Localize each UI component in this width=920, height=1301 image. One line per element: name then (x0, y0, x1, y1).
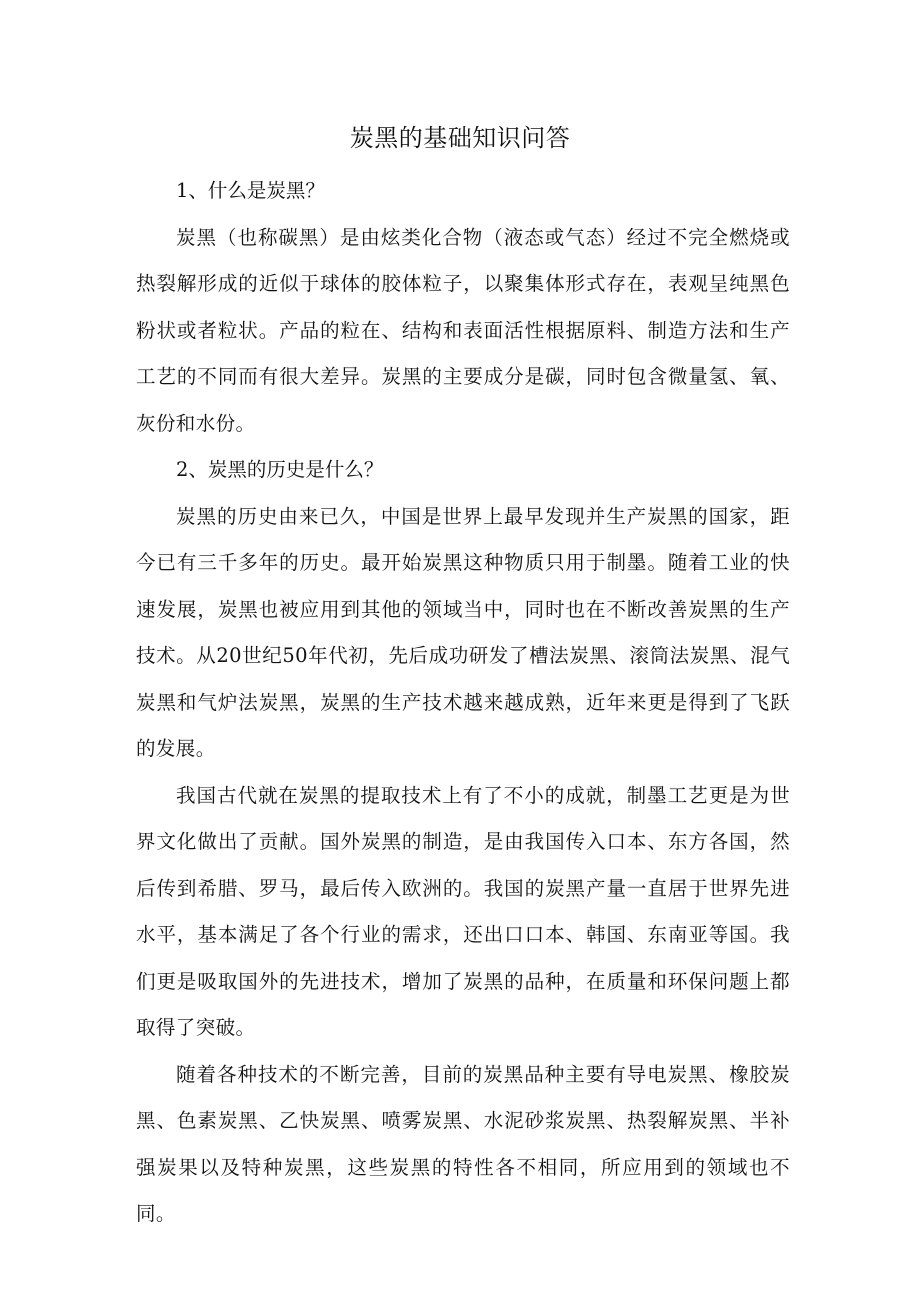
section-heading-1: 1、什么是炭黑？ (176, 179, 325, 202)
section-2-paragraph-2: 我国古代就在炭黑的提取技术上有了不小的成就，制墨工艺更是为世界文化做出了贡献。国外炭黑的制造，是由我国传入口本、东方各国，然后传到希腊、罗马，最后传入欧洲的。我国的炭黑产量一直居于世界先进水平，基本满足了各个行业的需求，还出口口本、韩国、东南亚等国。我们更是吸取国外的先进技术，增加了炭黑的品种，在质量和环保问题上都取得了突破。 (136, 783, 790, 1039)
section-2-paragraph-1: 炭黑的历史由来已久，中国是世界上最早发现并生产炭黑的国家，距今已有三千多年的历史。最开始炭黑这种物质只用于制墨。随着工业的快速发展，炭黑也被应用到其他的领域当中，同时也在不断改善炭黑的生产技术。从20世纪50年代初，先后成功研发了槽法炭黑、滚筒法炭黑、混气炭黑和气炉法炭黑，炭黑的生产技术越来越成熟，近年来更是得到了飞跃的发展。 (136, 504, 790, 760)
section-2-paragraph-3: 随着各种技术的不断完善，目前的炭黑品种主要有导电炭黑、橡胶炭黑、色素炭黑、乙快炭黑、喷雾炭黑、水泥砂浆炭黑、热裂解炭黑、半补强炭果以及特种炭黑，这些炭黑的特性各不相同，所应用到的领域也不同。 (136, 1062, 790, 1225)
document-body (136, 168, 790, 1238)
section-heading-2: 2、炭黑的历史是什么？ (176, 458, 384, 481)
section-1-paragraph-1: 炭黑（也称碳黑）是由炫类化合物（液态或气态）经过不完全燃烧或热裂解形成的近似于球体的胶体粒子，以聚集体形式存在，表观呈纯黑色粉状或者粒状。产品的粒在、结构和表面活性根据原料、制造方法和生产工艺的不同而有很大差异。炭黑的主要成分是碳，同时包含微量氢、氧、灰份和水份。 (136, 225, 790, 435)
document-title: 炭黑的基础知识问答 (349, 124, 571, 152)
